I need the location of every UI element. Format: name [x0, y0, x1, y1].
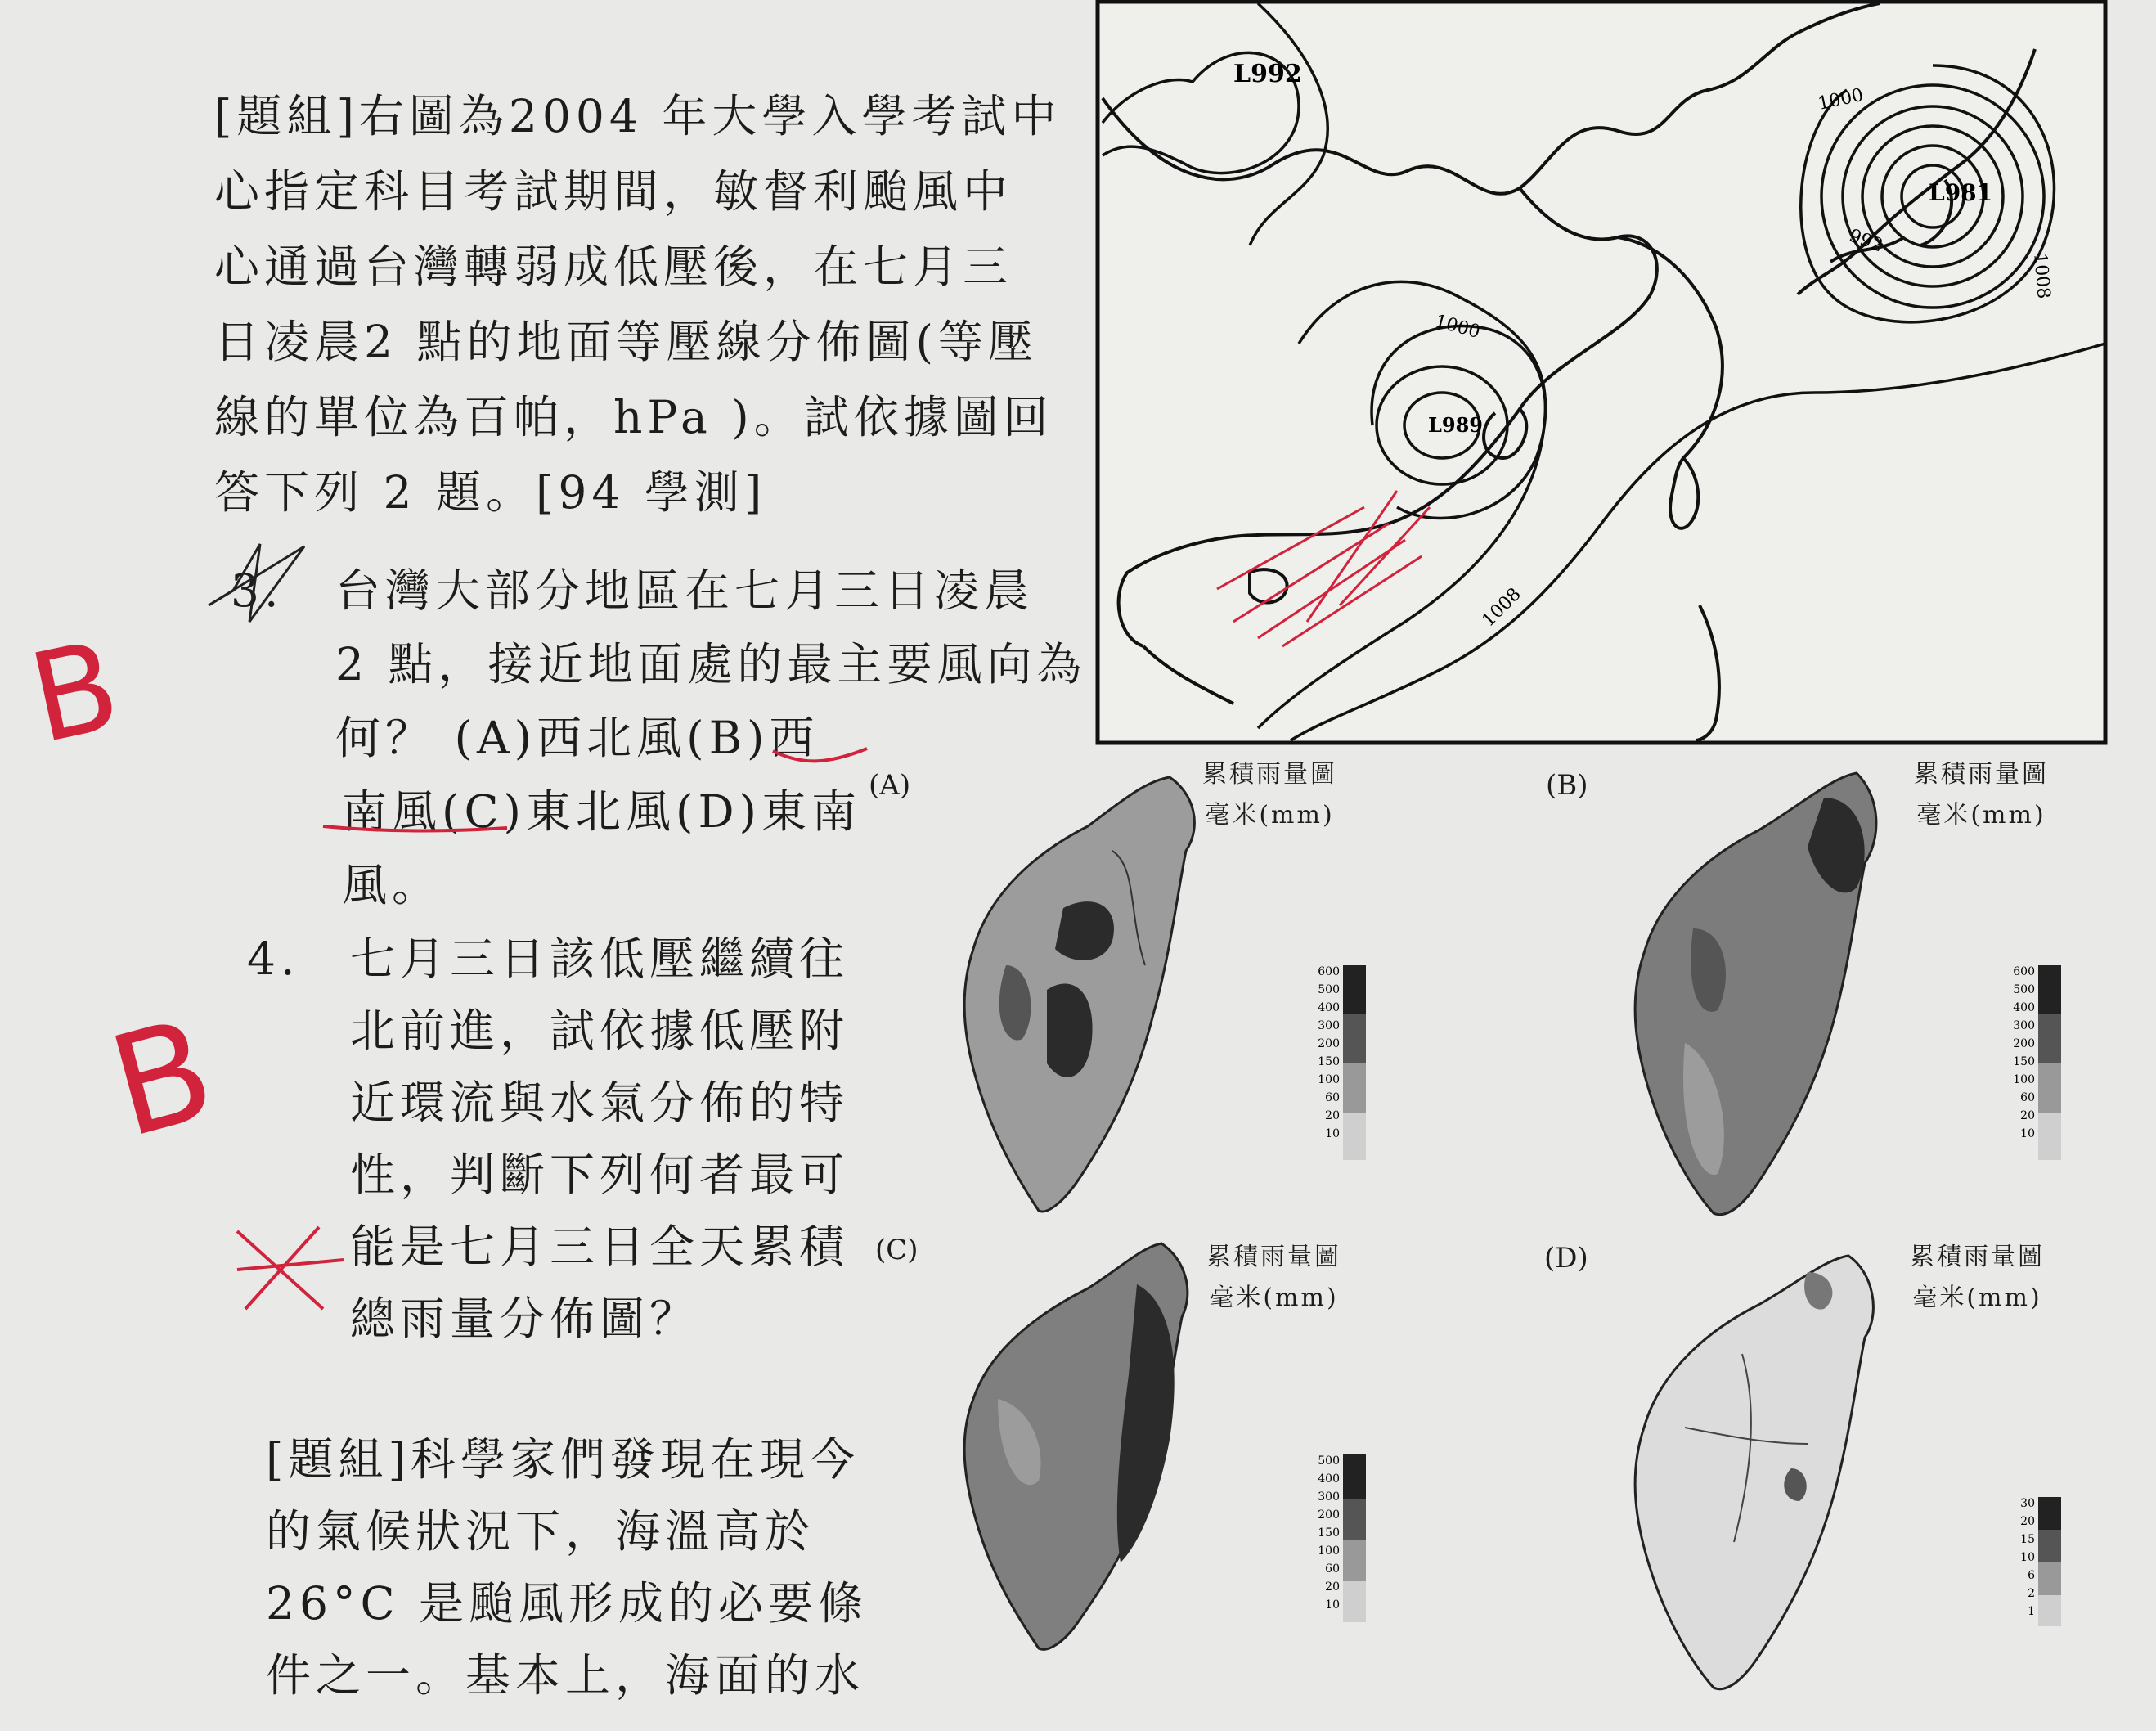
question-3-line-5: 風。: [342, 859, 442, 911]
rain-scale-b: [1996, 965, 2061, 1162]
scale-a-label-2: 400: [1318, 1001, 1340, 1014]
isobar-label-1000-b: 1000: [1432, 311, 1483, 343]
scale-b-label-9: 10: [2020, 1127, 2035, 1140]
scale-a-label-9: 10: [1325, 1127, 1340, 1140]
question-4-line-3: 近環流與水氣分佈的特: [350, 1077, 850, 1129]
scale-a-label-1: 500: [1318, 983, 1340, 996]
isobar-label-992: 992: [1846, 225, 1886, 257]
scale-d-label-1: 20: [2020, 1515, 2035, 1528]
scale-a-label-7: 60: [1325, 1091, 1340, 1104]
passage-2-line-3: 26°C 是颱風形成的必要條: [266, 1577, 869, 1630]
scale-b-label-5: 150: [2013, 1055, 2035, 1068]
option-b-title-text: 累積雨量圖: [1914, 760, 2049, 789]
scale-b-label-7: 60: [2020, 1091, 2035, 1104]
handwriting-marks: [0, 0, 900, 1391]
passage-line-4: 日凌晨2 點的地面等壓線分佈圖(等壓: [214, 316, 1038, 368]
option-a-unit: 毫米(mm): [1205, 801, 1335, 830]
option-c-title-text: 累積雨量圖: [1206, 1243, 1341, 1271]
scale-a-label-5: 150: [1318, 1055, 1340, 1068]
scale-c-label-6: 60: [1325, 1562, 1340, 1576]
passage-2-line-4: 件之一。基本上，海面的水: [266, 1649, 865, 1702]
option-b-unit: 毫米(mm): [1916, 801, 2046, 830]
scale-d-label-6: 1: [2028, 1605, 2035, 1618]
rain-map-a: [949, 769, 1276, 1227]
isobar-label-1008-a: 1008: [2029, 252, 2054, 300]
low-label-1: L992: [1233, 60, 1302, 88]
passage-2-line-2: 的氣候狀況下，海溫高於: [266, 1505, 815, 1558]
scale-d-label-3: 10: [2020, 1551, 2035, 1564]
isobar-label-1008-b: 1008: [1478, 584, 1525, 632]
option-a-label: (A): [869, 769, 911, 802]
isobar-label-1000-a: 1000: [1816, 84, 1866, 115]
option-a-title-text: 累積雨量圖: [1202, 760, 1337, 789]
option-b-label: (B): [1546, 769, 1588, 802]
rain-scale-c: [1300, 1454, 1366, 1626]
surface-pressure-map: [1094, 0, 2110, 749]
option-d-label: (D): [1544, 1242, 1588, 1275]
scale-d-label-4: 6: [2028, 1569, 2035, 1582]
option-d-unit: 毫米(mm): [1912, 1284, 2042, 1312]
passage-line-1: [題組]右圖為2004 年大學入學考試中: [214, 90, 1062, 142]
scale-c-label-7: 20: [1325, 1580, 1340, 1594]
question-3-line-4: 南風(C)東北風(D)東南: [342, 785, 862, 838]
question-4-line-4: 性，判斷下列何者最可: [350, 1149, 850, 1201]
option-d-title-text: 累積雨量圖: [1910, 1243, 2045, 1271]
passage-2-line-1: [題組]科學家們發現在現今: [266, 1433, 860, 1486]
passage-line-6: 答下列 2 題。[94 學測]: [214, 466, 767, 519]
scale-a-label-8: 20: [1325, 1109, 1340, 1122]
low-label-3: L989: [1428, 413, 1483, 437]
question-4-line-5: 能是七月三日全天累積: [350, 1221, 850, 1273]
question-4-line-6: 總雨量分佈圖？: [350, 1293, 700, 1345]
handwritten-answer-4: B: [95, 988, 230, 1170]
scale-d-label-2: 15: [2020, 1533, 2035, 1546]
rain-map-b: [1619, 765, 1947, 1231]
star-mark: [209, 544, 304, 622]
scale-c-label-3: 200: [1318, 1508, 1340, 1522]
low-label-2: L981: [1929, 179, 1993, 206]
scale-a-label-6: 100: [1318, 1073, 1340, 1086]
scale-c-label-4: 150: [1318, 1526, 1340, 1540]
question-3-line-2: 2 點，接近地面處的最主要風向為: [335, 638, 1087, 690]
scale-a-label-0: 600: [1318, 965, 1340, 978]
scale-c-label-5: 100: [1318, 1544, 1340, 1558]
scale-b-label-6: 100: [2013, 1073, 2035, 1086]
option-c-unit: 毫米(mm): [1209, 1284, 1339, 1312]
question-3-line-3: 何？ (A)西北風(B)西: [335, 712, 820, 764]
scale-d-label-5: 2: [2028, 1587, 2035, 1600]
question-4-line-2: 北前進，試依據低壓附: [350, 1005, 850, 1057]
question-3-line-1: 台灣大部分地區在七月三日凌晨: [335, 564, 1035, 617]
question-4-number: 4.: [247, 933, 300, 985]
scale-c-label-8: 10: [1325, 1598, 1340, 1612]
scale-b-label-1: 500: [2013, 983, 2035, 996]
rain-scale-d: [1996, 1497, 2061, 1628]
scale-d-label-0: 30: [2020, 1497, 2035, 1510]
scale-b-label-4: 200: [2013, 1037, 2035, 1050]
rain-map-d: [1619, 1248, 1947, 1706]
scale-a-label-4: 200: [1318, 1037, 1340, 1050]
scale-b-label-8: 20: [2020, 1109, 2035, 1122]
option-c-label: (C): [875, 1234, 919, 1266]
handwritten-answer-3: B: [19, 614, 131, 771]
scale-a-label-3: 300: [1318, 1019, 1340, 1032]
passage-line-3: 心通過台灣轉弱成低壓後，在七月三: [214, 241, 1013, 293]
passage-line-5: 線的單位為百帕，hPa )。試依據圖回: [214, 391, 1053, 443]
scale-c-label-0: 500: [1318, 1454, 1340, 1468]
rain-map-c: [949, 1235, 1276, 1661]
scale-b-label-0: 600: [2013, 965, 2035, 978]
scale-b-label-2: 400: [2013, 1001, 2035, 1014]
passage-line-2: 心指定科目考試期間，敏督利颱風中: [214, 165, 1013, 218]
scale-b-label-3: 300: [2013, 1019, 2035, 1032]
scale-c-label-2: 300: [1318, 1490, 1340, 1504]
question-4-line-1: 七月三日該低壓繼續往: [350, 933, 850, 985]
scale-c-label-1: 400: [1318, 1472, 1340, 1486]
cross-mark: [237, 1227, 344, 1309]
rain-scale-a: [1300, 965, 1366, 1162]
question-3-number: 3.: [231, 564, 284, 617]
